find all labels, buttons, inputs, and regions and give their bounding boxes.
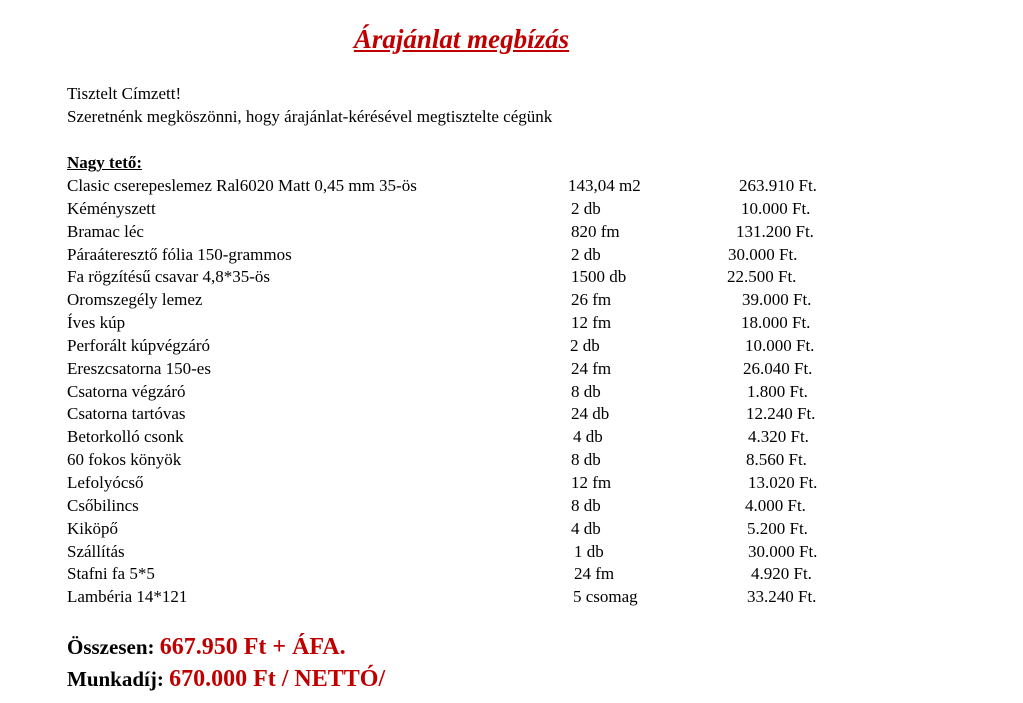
table-row xyxy=(67,198,867,221)
item-price: 263.910 Ft. xyxy=(739,176,817,195)
item-quantity: 26 fm xyxy=(571,290,612,310)
item-name: Kéményszett xyxy=(67,198,156,218)
item-price: 131.200 Ft. xyxy=(736,221,814,241)
item-price: 33.240 Ft. xyxy=(747,587,817,607)
item-price: 12.240 Ft. xyxy=(746,404,816,424)
item-price: 18.000 Ft. xyxy=(741,313,811,333)
table-row xyxy=(67,266,867,289)
table-row xyxy=(67,541,867,564)
table-row xyxy=(67,586,867,609)
item-name: Csatorna tartóvas xyxy=(67,404,186,424)
item-price: 22.500 Ft. xyxy=(727,267,797,287)
item-price: 30.000 Ft. xyxy=(748,541,818,561)
item-price: 30.000 Ft. xyxy=(728,244,798,264)
item-name: Bramac léc xyxy=(67,221,144,241)
item-name: Íves kúp xyxy=(67,313,126,333)
item-price: 5.200 Ft. xyxy=(747,518,808,538)
item-name: Fa rögzítésű csavar 4,8*35-ös xyxy=(67,267,271,287)
item-price: 4.920 Ft. xyxy=(751,564,812,584)
item-price: 26.040 Ft. xyxy=(743,358,813,378)
section-title: Nagy tető: xyxy=(67,153,143,172)
table-row xyxy=(67,495,867,518)
item-name: Páraáteresztő fólia 150-grammos xyxy=(67,244,292,264)
thanks-text: Szeretnénk megköszönni, hogy árajánlat-kérésével megtisztelte cégünk xyxy=(67,107,553,126)
item-name: Kiköpő xyxy=(67,518,118,538)
item-quantity: 4 db xyxy=(573,427,603,447)
item-price: 39.000 Ft. xyxy=(742,290,812,310)
item-quantity: 8 db xyxy=(571,495,601,515)
item-quantity: 24 db xyxy=(571,404,610,424)
item-quantity: 820 fm xyxy=(571,221,620,241)
item-name: Stafni fa 5*5 xyxy=(67,564,155,584)
item-price: 8.560 Ft. xyxy=(746,450,807,470)
table-row xyxy=(67,426,867,449)
table-row xyxy=(67,358,867,381)
item-name: Clasic cserepeslemez Ral6020 Matt 0,45 mm 35-ös xyxy=(67,176,417,195)
total-value: 667.950 Ft + ÁFA. xyxy=(159,634,346,660)
table-row xyxy=(67,403,867,426)
item-quantity: 143,04 m2 xyxy=(568,176,641,195)
item-name: Szállítás xyxy=(67,541,125,561)
item-list xyxy=(67,175,867,609)
table-row xyxy=(67,312,867,335)
item-price: 4.320 Ft. xyxy=(748,427,809,447)
item-quantity: 8 db xyxy=(571,381,601,401)
table-row xyxy=(67,449,867,472)
item-price: 4.000 Ft. xyxy=(745,495,806,515)
table-row xyxy=(67,472,867,495)
item-name: Lambéria 14*121 xyxy=(67,587,188,607)
item-quantity: 4 db xyxy=(571,518,601,538)
item-quantity: 2 db xyxy=(571,198,601,218)
item-name: Oromszegély lemez xyxy=(67,290,203,310)
item-quantity: 2 db xyxy=(570,335,600,355)
item-name: Betorkolló csonk xyxy=(67,427,184,447)
item-quantity: 1 db xyxy=(574,541,604,561)
item-quantity: 24 fm xyxy=(574,564,615,584)
item-quantity: 12 fm xyxy=(571,472,612,492)
table-row xyxy=(67,244,867,267)
item-quantity: 12 fm xyxy=(571,313,612,333)
document-title: Árajánlat megbízás xyxy=(353,24,570,54)
item-quantity: 8 db xyxy=(571,450,601,470)
salutation: Tisztelt Címzett! xyxy=(67,84,182,103)
labor-label: Munkadíj: xyxy=(67,667,164,691)
item-name: Csatorna végzáró xyxy=(67,381,186,401)
table-row xyxy=(67,289,867,312)
item-name: 60 fokos könyök xyxy=(67,450,182,470)
item-name: Perforált kúpvégzáró xyxy=(67,335,211,355)
item-quantity: 1500 db xyxy=(571,267,627,287)
item-price: 10.000 Ft. xyxy=(741,198,811,218)
table-row xyxy=(67,518,867,541)
item-price: 13.020 Ft. xyxy=(748,472,818,492)
item-price: 1.800 Ft. xyxy=(747,381,808,401)
table-row xyxy=(67,221,867,244)
table-row xyxy=(67,381,867,404)
item-name: Lefolyócső xyxy=(67,472,144,492)
item-name: Csőbilincs xyxy=(67,495,139,515)
item-name: Ereszcsatorna 150-es xyxy=(67,358,211,378)
item-price: 10.000 Ft. xyxy=(745,335,815,355)
item-quantity: 24 fm xyxy=(571,358,612,378)
item-quantity: 2 db xyxy=(571,244,601,264)
item-quantity: 5 csomag xyxy=(573,587,638,607)
table-row xyxy=(67,563,867,586)
labor-line xyxy=(67,666,385,693)
table-row xyxy=(67,175,867,198)
total-label: Összesen: xyxy=(67,635,155,659)
labor-value: 670.000 Ft / NETTÓ/ xyxy=(169,666,386,692)
total-line xyxy=(67,634,346,661)
table-row xyxy=(67,335,867,358)
